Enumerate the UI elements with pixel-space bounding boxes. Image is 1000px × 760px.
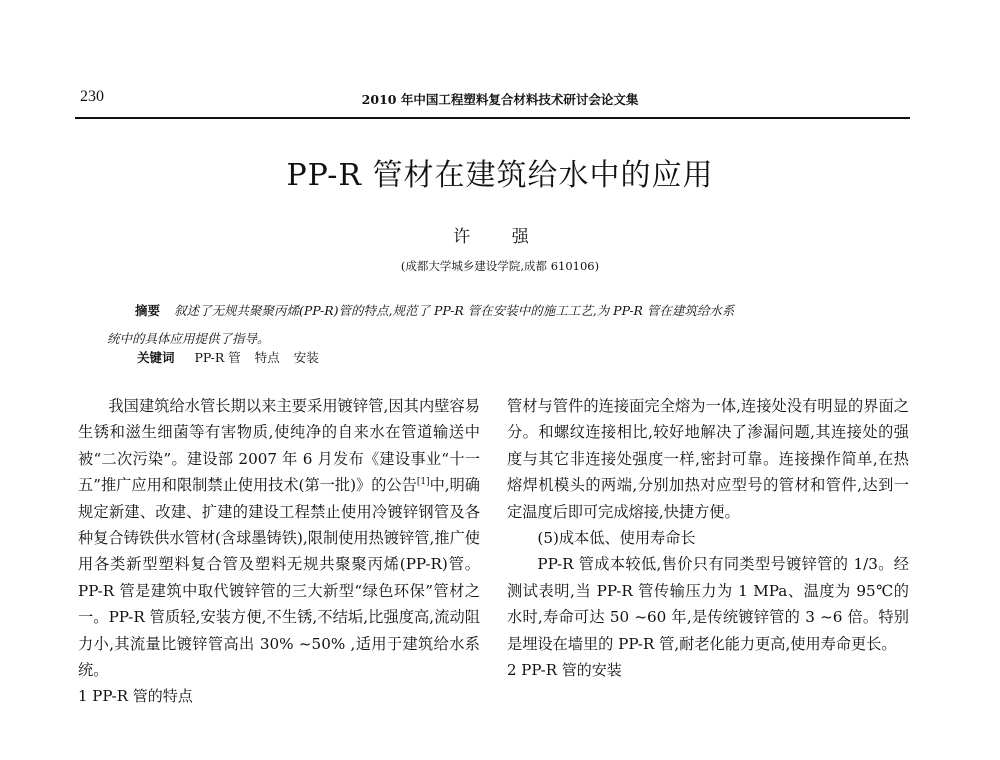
paper-title: PP-R 管材在建筑给水中的应用 — [286, 158, 714, 193]
affiliation: (成都大学城乡建设学院,成都 610106) — [400, 259, 600, 273]
paragraph-text: 中,明确规定新建、改建、扩建的建设工程禁止使用冷镀锌钢管及各种复合铸铁供水管材(含球墨铸铁),限制使用热镀锌管,推广使用各类新型塑料复合管及塑料无规共聚聚丙烯(PP-R)管。PP-R 管是建筑中取代镀锌管的三大新型“绿色环保”管材之一。PP-R 管质轻,安装方便,不生锈,不结垢,比强度高,流动阻力小,其流量比镀锌管高出 30% ~50% ,适用于建筑给水系统。 — [78, 476, 480, 680]
body-paragraph: PP-R 管成本较低,售价只有同类型号镀锌管的 1/3。经测试表明,当 PP-R 管传输压力为 1 MPa、温度为 95℃的水时,寿命可达 50 ~60 年,是传统镀锌管的 3 ~6 倍。特别是埋设在墙里的 PP-R 管,耐老化能力更高,使用寿命更长。 — [507, 555, 909, 653]
section-heading-2: 2 PP-R 管的安装 — [507, 661, 622, 680]
abstract-text-1: 叙述了无规共聚聚丙烯(PP-R)管的特点,规范了 PP-R 管在安装中的施工工艺,为 PP-R 管在建筑给水系 — [174, 303, 735, 318]
citation-ref: [1] — [416, 477, 430, 488]
abstract — [107, 297, 897, 353]
body-column-right — [507, 393, 909, 683]
header-rule — [75, 117, 910, 119]
page-number: 230 — [80, 88, 104, 105]
keywords — [137, 348, 329, 366]
abstract-line-1 — [107, 297, 897, 325]
keyword-item: 特点 — [254, 350, 280, 365]
author: 许 强 — [453, 227, 547, 247]
abstract-label: 摘要 — [135, 303, 161, 318]
body-paragraph: 管材与管件的连接面完全熔为一体,连接处没有明显的界面之分。和螺纹连接相比,较好地解决了渗漏问题,其连接处的强度与其它非连接处强度一样,密封可靠。连接操作简单,在热熔焊机模头的两端,分别加热对应型号的管材和管件,达到一定温度后即可完成熔接,快捷方便。 — [507, 397, 909, 521]
keyword-item: PP-R 管 — [194, 350, 241, 365]
keywords-label: 关键词 — [137, 350, 175, 365]
section-heading-1: 1 PP-R 管的特点 — [78, 687, 193, 706]
paragraph-text: 我国建筑给水管长期以来主要采用镀锌管,因其内壁容易生锈和滋生细菌等有害物质,使纯净的自来水在管道输送中被“二次污染”。建设部 2007 年 6 月发布《建设事业“十一五”推广应用和限制禁止使用技术(第一批)》的公告 — [78, 397, 480, 495]
abstract-text-2: 统中的具体应用提供了指导。 — [107, 331, 270, 346]
list-item-5: (5)成本低、使用寿命长 — [537, 529, 696, 548]
body-paragraph — [78, 393, 480, 683]
keyword-item: 安装 — [293, 350, 319, 365]
body-column-left — [78, 393, 480, 710]
running-header: 2010 年中国工程塑料复合材料技术研讨会论文集 — [361, 92, 639, 107]
